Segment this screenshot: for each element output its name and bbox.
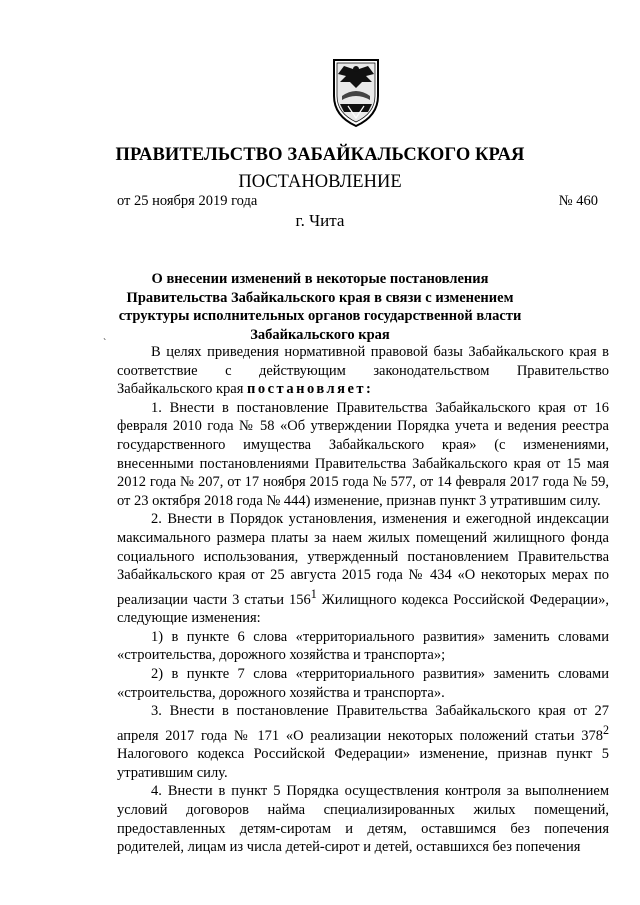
coat-of-arms-emblem xyxy=(328,56,384,128)
scan-mark: ` xyxy=(103,338,107,349)
paragraph-2-text-b: Жилищного кодекса Российской Федерации», следующие изменения: xyxy=(117,591,609,627)
document-city: г. Чита xyxy=(295,211,345,230)
document-body xyxy=(117,343,609,857)
document-date: от 25 ноября 2019 года xyxy=(117,193,258,209)
preamble-emphasis: постановляет: xyxy=(247,381,374,398)
paragraph-4: 4. Внести в пункт 5 Порядка осуществления контроля за выполнением условий договоров найма специализированных жилых помещений, предоставленных детям-сиротам и детям, оставшимся без попечения родителей, лицам из числа детей-сирот и детей, оставшихся без попечения xyxy=(117,783,609,856)
document-subject: О внесении изменений в некоторые постановления Правительства Забайкальского края в связи с изменением структуры исполнительных органов государственной власти Забайкальского края xyxy=(118,271,522,343)
paragraph-2-text-a: 2. Внести в Порядок установления, изменения и ежегодной индексации максимального размера платы за наем жилых помещений жилищного фонда социального использования, утвержденный постановлением Правительства Забайкальского края от 25 августа 2015 года № 434 «О некоторых мерах по реализации части 3 статьи 156 xyxy=(117,511,609,608)
paragraph-3-text-b: Налогового кодекса Российской Федерации» изменение, признав пункт 5 утратившим силу. xyxy=(117,746,609,781)
document-number: № 460 xyxy=(558,193,598,209)
paragraph-3 xyxy=(117,702,609,782)
government-title: ПРАВИТЕЛЬСТВО ЗАБАЙКАЛЬСКОГО КРАЯ xyxy=(115,145,525,165)
paragraph-2-subitem-2: 2) в пункте 7 слова «территориального развития» заменить словами «строительства, дорожного хозяйства и транспорта». xyxy=(117,665,609,701)
paragraph-2-superscript: 1 xyxy=(310,586,317,601)
preamble-paragraph xyxy=(117,343,609,399)
paragraph-3-text-a: 3. Внести в постановление Правительства Забайкальского края от 27 апреля 2017 года № 171 «О реализации некоторых положений статьи 378 xyxy=(117,703,609,744)
paragraph-2 xyxy=(117,510,609,627)
preamble-text: В целях приведения нормативной правовой базы Забайкальского края в соответствие с действующим законодательством Правительство Забайкальского края xyxy=(117,344,609,398)
paragraph-1: 1. Внести в постановление Правительства Забайкальского края от 16 февраля 2010 года № 58 «Об утверждении Порядка учета и ведения реестра государственного имущества Забайкальского края» (с изменениями, внесенными постановлениями Правительства Забайкальского края от 15 мая 2012 года № 207, от 17 ноября 2015 года № 577, от 14 февраля 2017 года № 59, от 23 октября 2018 года № 444) изменение, признав пункт 3 утратившим силу. xyxy=(117,399,609,509)
document-type: ПОСТАНОВЛЕНИЕ xyxy=(238,172,402,192)
paragraph-3-superscript: 2 xyxy=(602,722,609,737)
paragraph-2-subitem-1: 1) в пункте 6 слова «территориального развития» заменить словами «строительства, дорожного хозяйства и транспорта»; xyxy=(117,628,609,664)
